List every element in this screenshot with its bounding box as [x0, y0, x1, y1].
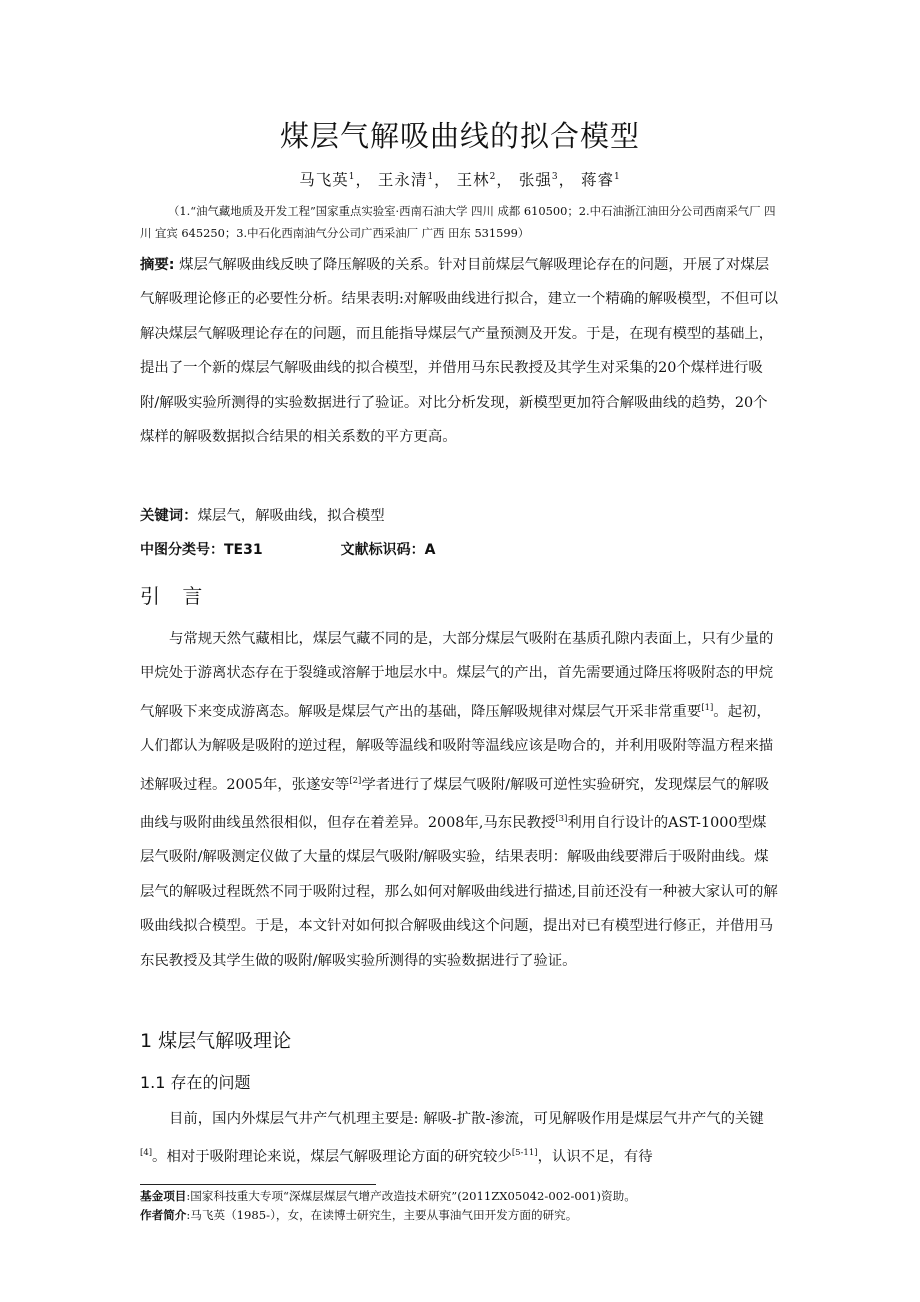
- author-affil-mark: 3: [551, 172, 559, 182]
- footnote-author: [140, 1206, 780, 1224]
- abstract-text: 煤层气解吸曲线反映了降压解吸的关系。针对目前煤层气解吸理论存在的问题，开展了对煤层气解吸理论修正的必要性分析。结果表明:对解吸曲线进行拟合，建立一个精确的解吸模型，不但可以解决煤层气解吸理论存在的问题，而且能指导煤层气产量预测及开发。于是，在现有模型的基础上，提出了一个新的煤层气解吸曲线的拟合模型，并借用马东民教授及其学生对采集的20个煤样进行吸附/解吸实验所测得的实验数据进行了验证。对比分析发现，新模型更加符合解吸曲线的趋势，20个煤样的解吸数据拟合结果的相关系数的平方更高。: [140, 257, 779, 446]
- author-bio-label: 作者简介: [140, 1208, 187, 1222]
- abstract: [140, 248, 780, 454]
- author-name: 马飞英: [299, 171, 349, 189]
- clc-number: 中图分类号：TE31: [140, 542, 263, 558]
- author-bio-text: :马飞英（1985-），女，在读博士研究生，主要从事油气田开发方面的研究。: [186, 1208, 578, 1222]
- author-affil-mark: 1: [427, 172, 435, 182]
- affiliations: （1.“油气藏地质及开发工程”国家重点实验室·西南石油大学 四川 成都 610500；2.中石油浙江油田分公司西南采气厂 四川 宜宾 645250；3.中石化西南油气分公司广西采油厂 广西 田东 531599）: [140, 204, 776, 240]
- section-heading: 1 煤层气解吸理论: [140, 1030, 292, 1052]
- author-separator: ，: [355, 171, 372, 189]
- paper-title: 煤层气解吸曲线的拟合模型: [279, 119, 640, 153]
- author-separator: ，: [496, 171, 513, 189]
- author-affil-mark: 1: [614, 172, 621, 182]
- author-separator: ，: [434, 171, 451, 189]
- author-affil-mark: 1: [348, 172, 356, 182]
- footnote-funding: [140, 1187, 780, 1205]
- keywords-label: 关键词：: [140, 508, 198, 524]
- author-name: 蒋睿: [581, 171, 615, 189]
- document-code: 文献标识码：A: [340, 542, 436, 558]
- funding-label: 基金项目: [140, 1189, 187, 1203]
- citation: [1]: [701, 702, 714, 713]
- intro-text: 学者进行了煤层气吸附/解吸可逆性实验研究，发现煤层气的解吸曲线与吸附曲线虽然很相似，但存在着差异。2008年,马东民教授: [140, 776, 770, 832]
- classification-line: [140, 538, 780, 562]
- intro-heading: 引 言: [140, 584, 211, 608]
- citation: [4]: [140, 1148, 153, 1159]
- intro-text: 。起初，人们都认为解吸是吸附的逆过程，解吸等温线和吸附等温线应该是吻合的，并利用吸附等温方程来描述解吸过程。2005年，张遂安等: [140, 703, 774, 793]
- author-list: [140, 168, 780, 190]
- author-name: 张强: [518, 171, 552, 189]
- intro-paragraph: [140, 622, 780, 978]
- funding-text: :国家科技重大专项“深煤层煤层气增产改造技术研究”(2011ZX05042-002-001)资助。: [186, 1189, 636, 1203]
- citation: [2]: [349, 775, 362, 786]
- section-paragraph: [140, 1102, 780, 1175]
- abstract-label: 摘要:: [140, 257, 175, 273]
- author-name: 王林: [456, 171, 490, 189]
- keywords: [140, 504, 780, 528]
- author-affil-mark: 2: [489, 172, 497, 182]
- intro-text: 利用自行设计的AST-1000型煤层气吸附/解吸测定仪做了大量的煤层气吸附/解吸实验，结果表明：解吸曲线要滞后于吸附曲线。煤层气的解吸过程既然不同于吸附过程，那么如何对解吸曲线进行描述,目前还没有一种被大家认可的解吸曲线拟合模型。于是，本文针对如何拟合解吸曲线这个问题，提出对已有模型进行修正，并借用马东民教授及其学生做的吸附/解吸实验所测得的实验数据进行了验证。: [140, 815, 778, 969]
- citation: [5-11]: [511, 1148, 538, 1159]
- citation: [3]: [555, 814, 568, 825]
- intro-text: 与常规天然气藏相比，煤层气藏不同的是，大部分煤层气吸附在基质孔隙内表面上，只有少量的甲烷处于游离状态存在于裂缝或溶解于地层水中。煤层气的产出，首先需要通过降压将吸附态的甲烷气解吸下来变成游离态。解吸是煤层气产出的基础，降压解吸规律对煤层气开采非常重要: [140, 631, 774, 720]
- author-name: 王永清: [377, 171, 428, 189]
- author-separator: ，: [558, 171, 576, 189]
- keywords-text: 煤层气，解吸曲线，拟合模型: [197, 508, 385, 524]
- body-text: 。相对于吸附理论来说，煤层气解吸理论方面的研究较少: [152, 1149, 512, 1166]
- body-text: 目前，国内外煤层气井产气机理主要是: 解吸-扩散-渗流，可见解吸作用是煤层气井产气的关键: [169, 1111, 764, 1127]
- body-text: ，认识不足，有待: [537, 1149, 653, 1166]
- footnote-divider: [140, 1184, 376, 1185]
- subsection-heading: 1.1 存在的问题: [140, 1073, 251, 1092]
